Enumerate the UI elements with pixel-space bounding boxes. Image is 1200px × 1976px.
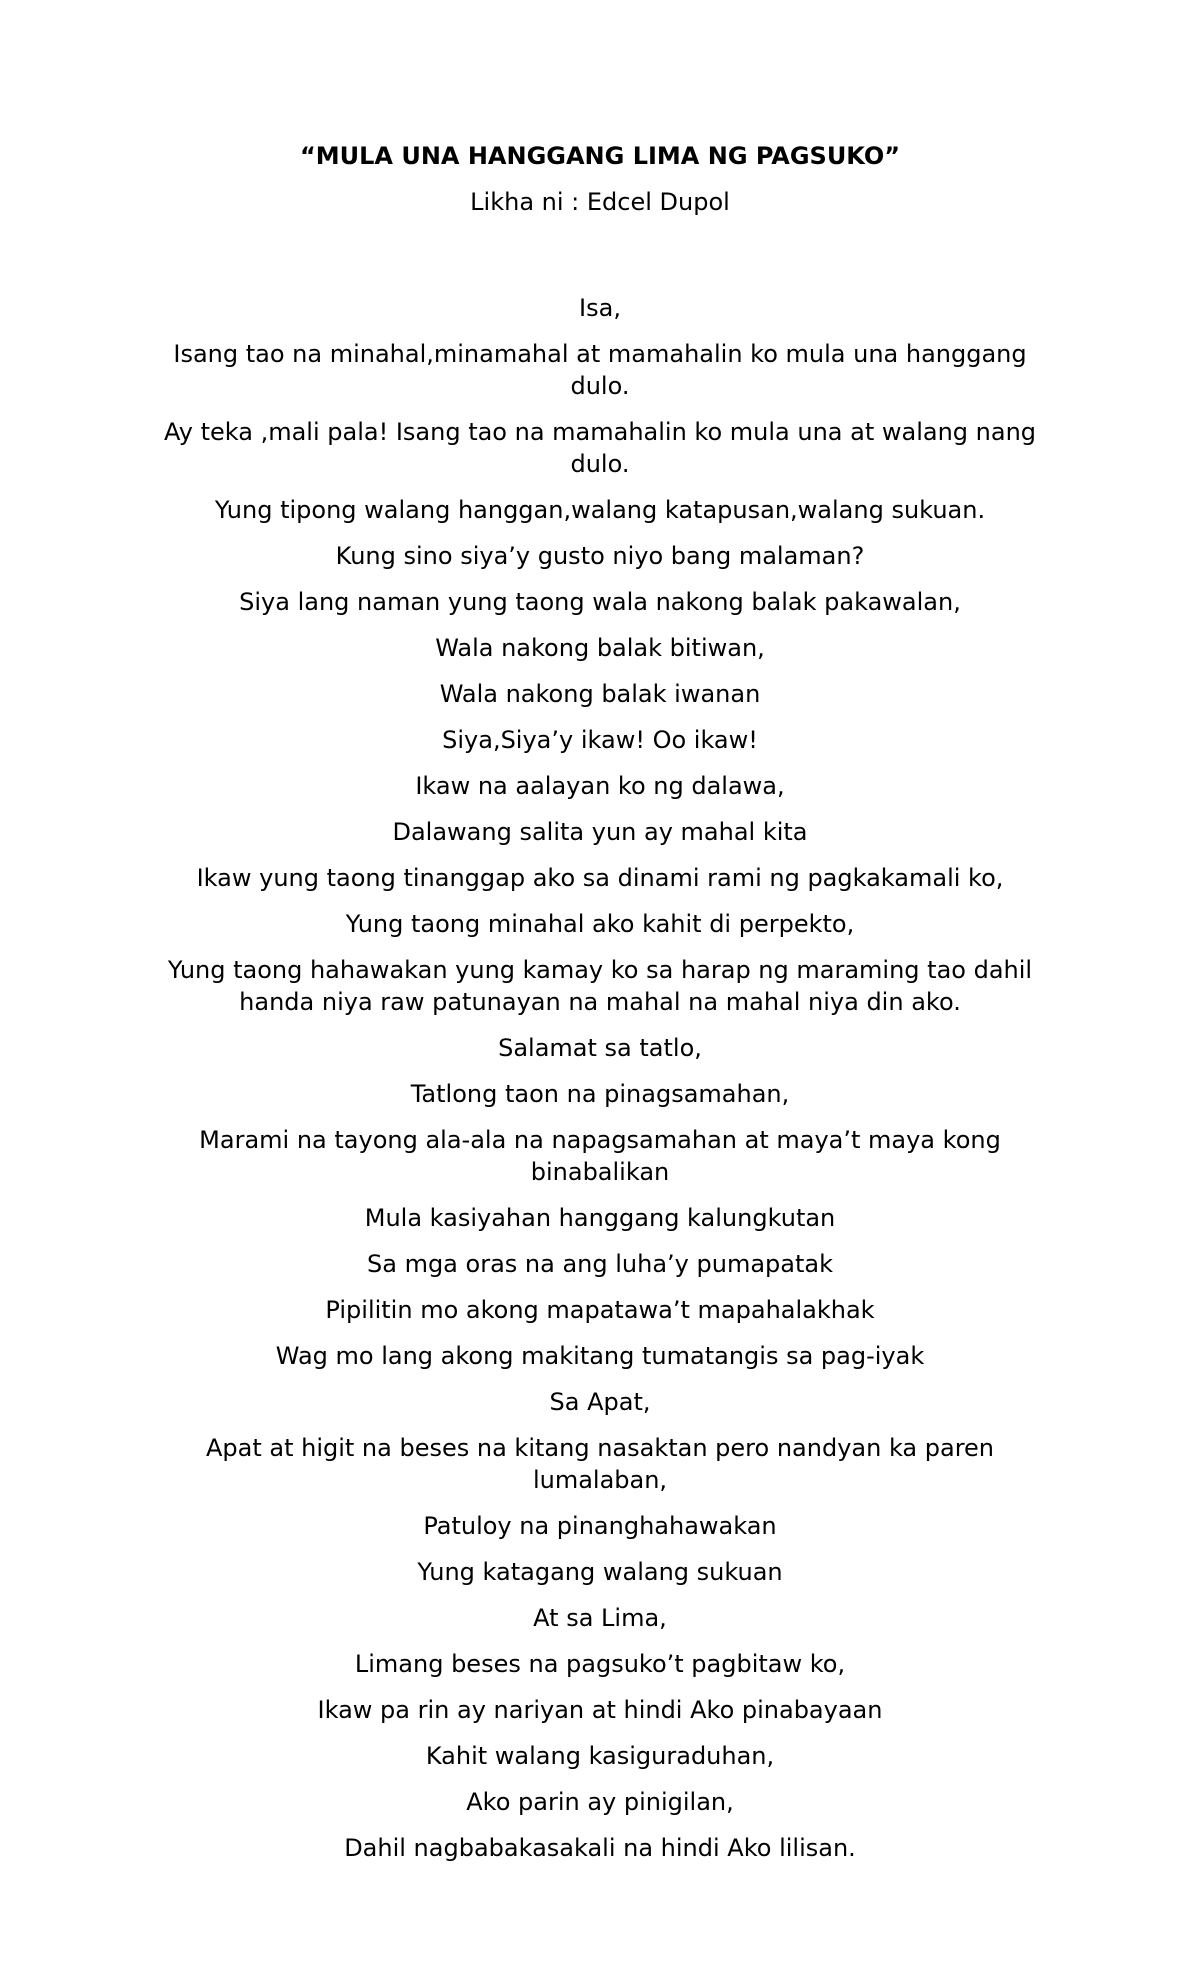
poem-line: Dalawang salita yun ay mahal kita [392, 818, 808, 846]
poem-line: Kung sino siya’y gusto niyo bang malaman? [335, 542, 865, 570]
poem-title: “MULA UNA HANGGANG LIMA NG PAGSUKO” [299, 142, 901, 170]
poem-line: Mula kasiyahan hanggang kalungkutan [364, 1204, 836, 1232]
poem-line: Wag mo lang akong makitang tumatangis sa pag-iyak [275, 1342, 925, 1370]
poem-line: Wala nakong balak iwanan [439, 680, 761, 708]
poem-line: Yung tipong walang hanggan,walang katapusan,walang sukuan. [214, 496, 986, 524]
poem-line: Sa Apat, [549, 1388, 651, 1416]
poem-line: Isang tao na minahal,minamahal at mamahalin ko mula una hanggang dulo. [173, 340, 1027, 400]
poem-line: Siya,Siya’y ikaw! Oo ikaw! [442, 726, 758, 754]
poem-line: Ikaw pa rin ay nariyan at hindi Ako pinabayaan [317, 1696, 883, 1724]
poem-line: Siya lang naman yung taong wala nakong balak pakawalan, [239, 588, 961, 616]
poem-line: Tatlong taon na pinagsamahan, [410, 1080, 790, 1108]
poem-line: At sa Lima, [533, 1604, 667, 1632]
poem-line: Dahil nagbabakasakali na hindi Ako lilisan. [344, 1834, 856, 1862]
poem-line: Salamat sa tatlo, [498, 1034, 702, 1062]
poem-byline: Likha ni : Edcel Dupol [470, 188, 730, 216]
poem-line: Apat at higit na beses na kitang nasaktan pero nandyan ka paren lumalaban, [205, 1434, 995, 1494]
poem-line: Yung taong minahal ako kahit di perpekto, [345, 910, 855, 938]
poem-line: Ay teka ,mali pala! Isang tao na mamahalin ko mula una at walang nang dulo. [163, 418, 1037, 478]
poem-line: Patuloy na pinanghahawakan [423, 1512, 777, 1540]
poem-line: Isa, [579, 294, 621, 322]
poem-line: Pipilitin mo akong mapatawa’t mapahalakhak [325, 1296, 875, 1324]
poem-line: Sa mga oras na ang luha’y pumapatak [367, 1250, 833, 1278]
poem-line: Yung katagang walang sukuan [417, 1558, 783, 1586]
poem-line: Limang beses na pagsuko’t pagbitaw ko, [354, 1650, 846, 1678]
poem-line: Wala nakong balak bitiwan, [435, 634, 765, 662]
poem-line: Marami na tayong ala-ala na napagsamahan at maya’t maya kong binabalikan [199, 1126, 1001, 1186]
poem-line: Ikaw na aalayan ko ng dalawa, [415, 772, 785, 800]
poem-line: Ikaw yung taong tinanggap ako sa dinami rami ng pagkakamali ko, [196, 864, 1004, 892]
poem-line: Ako parin ay pinigilan, [466, 1788, 734, 1816]
poem-line: Yung taong hahawakan yung kamay ko sa harap ng maraming tao dahil handa niya raw patunayan na mahal na mahal niya din ako. [167, 956, 1033, 1016]
poem-body [0, 292, 1200, 1864]
poem-line: Kahit walang kasiguraduhan, [425, 1742, 775, 1770]
